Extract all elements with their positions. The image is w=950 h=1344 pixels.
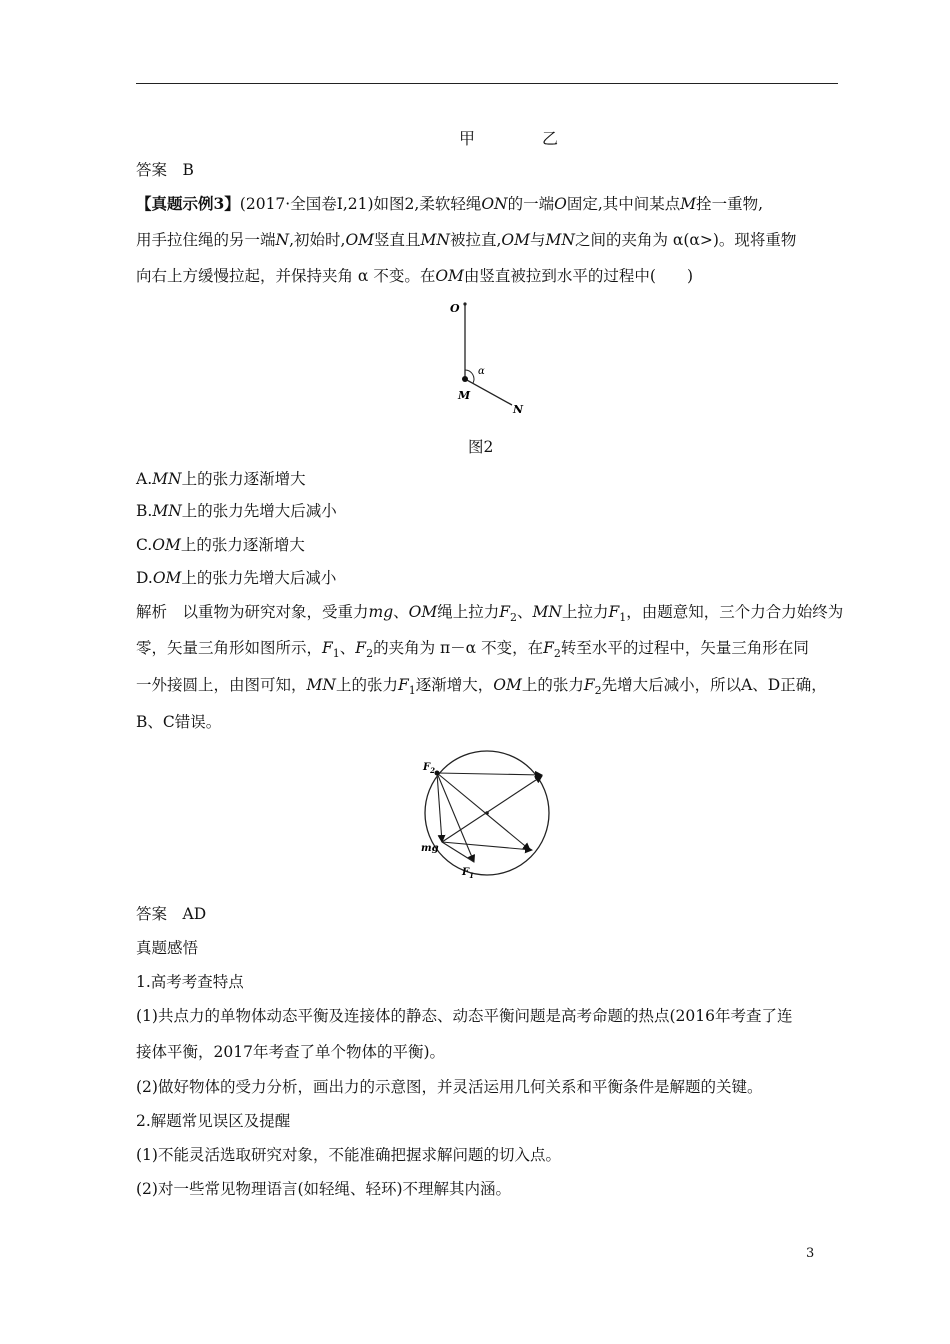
point-O — [463, 302, 466, 305]
point-F2 — [435, 771, 440, 776]
vector-top — [437, 773, 542, 775]
vector-diagonal — [437, 773, 530, 850]
page-number: 3 — [806, 1246, 815, 1261]
rope-MN — [465, 379, 512, 405]
insights-paragraph-3: (1)不能灵活选取研究对象，不能准确把握求解问题的切入点。 — [136, 1146, 561, 1164]
analysis-line-1: 解析 以重物为研究对象，受重力mg、OM绳上拉力$F_2$、MN上拉力$F_1$，由题意知，三个力合力始终为 — [136, 603, 844, 625]
label-F1: $F_1$ — [462, 867, 474, 880]
insights-paragraph-1a: (1)共点力的单物体动态平衡及连接体的静态、动态平衡问题是高考命题的热点(2016年考查了连 — [136, 1007, 793, 1025]
analysis-line-2: 零，矢量三角形如图所示，$F_1$、$F_2$的夹角为 π－α 不变，在$F_2$转至水平的过程中，矢量三角形在同 — [136, 639, 809, 661]
insights-paragraph-1b: 接体平衡，2017年考查了单个物体的平衡)。 — [136, 1043, 445, 1061]
option-d: D.OM上的张力先增大后减小 — [136, 569, 337, 587]
label-O: O — [450, 302, 460, 315]
answer-1: 答案 B — [136, 161, 194, 179]
label-N: N — [513, 403, 524, 416]
example-line-2: 用手拉住绳的另一端N,初始时,OM竖直且MN被拉直,OM与MN之间的夹角为 α(α>)。现将重物 — [136, 231, 797, 249]
insights-paragraph-4: (2)对一些常见物理语言(如轻绳、轻环)不理解其内涵。 — [136, 1180, 512, 1198]
vector-mg-to-top — [442, 776, 542, 842]
insights-heading-2: 2.解题常见误区及提醒 — [136, 1112, 291, 1130]
insights-paragraph-2: (2)做好物体的受力分析，画出力的示意图，并灵活运用几何关系和平衡条件是解题的关键。 — [136, 1078, 763, 1096]
segment-mg-F1 — [442, 842, 474, 862]
example-line-3: 向右上方缓慢拉起，并保持夹角 α 不变。在OM由竖直被拉到水平的过程中( ) — [136, 267, 694, 285]
option-c: C.OM上的张力逐渐增大 — [136, 536, 305, 554]
insights-title: 真题感悟 — [136, 939, 199, 957]
point-M — [462, 376, 468, 382]
figure-label-jia: 甲 — [459, 129, 476, 148]
vector-bottom — [442, 842, 532, 850]
analysis-line-4: B、C错误。 — [136, 713, 222, 731]
figure-2-caption: 图2 — [468, 438, 494, 456]
label-mg: mg — [421, 843, 439, 854]
header-rule — [136, 83, 838, 84]
example-line-1: 【真题示例3】(2017·全国卷Ⅰ,21)如图2,柔软轻绳ON的一端O固定,其中间某点M拴一重物, — [136, 194, 764, 213]
figure-vector-triangle — [412, 740, 572, 888]
option-b: B.MN上的张力先增大后减小 — [136, 502, 337, 520]
analysis-line-3: 一外接圆上，由图可知，MN上的张力$F_1$逐渐增大，OM上的张力$F_2$先增大后减小，所以A、D正确， — [136, 676, 827, 698]
figure-label-yi: 乙 — [542, 129, 559, 148]
option-a: A.MN上的张力逐渐增大 — [136, 470, 306, 488]
label-F2: $F_2$ — [423, 762, 435, 775]
insights-heading-1: 1.高考考查特点 — [136, 973, 244, 991]
label-alpha: α — [478, 366, 485, 377]
figure-2-rope-diagram — [440, 292, 540, 422]
answer-2: 答案 AD — [136, 905, 207, 923]
label-M: M — [458, 389, 471, 402]
vector-F2-to-F1 — [437, 773, 474, 862]
